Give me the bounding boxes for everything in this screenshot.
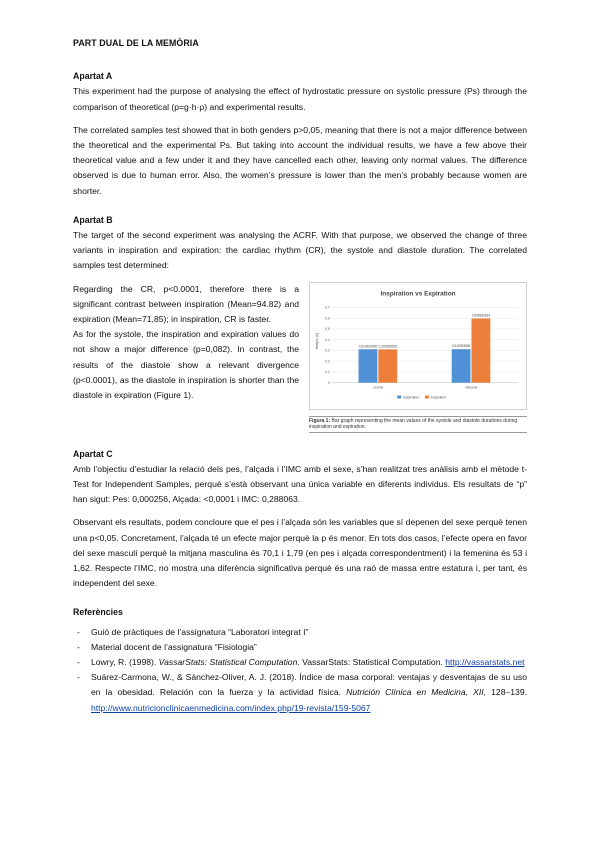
section-c-paragraph-2: Observant els resultats, podem concloure que el pes i l’alçada són les variables que sí depenen del sexe perquè tenen una p<0,05. Concretament, l’alçada té un efecte major perquè la p és menor. En tots dos casos, l’efecte opera en favor del sexe masculí perquè la mitjana masculina és 70,1 i 1,79 (en pes i alçada correspondentment) i la femenina és 53 i 1,62. Respecte l’IMC, no mostra una diferència significativa perquè és una raó de massa entre estatura i, per tant, és independent del sexe.: [73, 517, 527, 589]
section-a-title: Apartat A: [73, 71, 113, 82]
y-tick-label: 0,1: [324, 369, 330, 374]
reference-text: Guió de pràctiques de l’assignatura “Laboratori integrat I”: [91, 626, 309, 637]
y-tick-label: 0,2: [324, 359, 330, 364]
bar-data-label: 0,309268206: [378, 344, 397, 349]
reference-item: [73, 625, 527, 640]
bar-data-label: 0,310933506: [451, 343, 471, 348]
reference-title-italic: VassarStats: Statistical Computation: [158, 657, 298, 668]
caption-label: Figura 1:: [309, 417, 331, 424]
section-b-paragraph-3: As for the systole, the inspiration and expiration values do not show a major difference (p=0,082). In contrast, the results of the diastole show a relevant divergence (p<0.0001), as the diastole in inspiration is shorter than the diastole in expiration (Figure 1).: [73, 329, 299, 401]
bar-chart: [310, 283, 526, 409]
bar-data-label: 0,596342814: [471, 313, 491, 318]
reference-link[interactable]: http://vassarstats.net: [445, 657, 525, 668]
legend-swatch: [425, 395, 429, 398]
references-title: Referències: [73, 607, 123, 618]
chart-title: Inspiration vs Expiration: [380, 290, 456, 298]
bar-inspiration-0: [359, 349, 378, 382]
section-c-paragraph-1: Amb l’objectiu d’estudiar la relació dels pes, l’alçada i l’IMC amb el sexe, s’han realitzat tres anàlisis amb el mètode t-Test for Independent Samples, perquè s’està observant una única variable en diferents individus. Els resultats de “p” han sigut: Pes: 0,000256, Alçada: <0,0001 i IMC: 0,288063.: [73, 463, 527, 505]
figure-1-chart: [309, 282, 527, 410]
figure-1-caption: [309, 416, 527, 433]
references-list: [73, 625, 527, 716]
bar-expiration-1: [472, 318, 491, 382]
bar-expiration-0: [378, 349, 397, 382]
reference-journal-italic: Nutrición Clínica en Medicina, XII,: [346, 687, 487, 698]
chart-y-axis-label: temps (s): [313, 332, 319, 349]
reference-text: . VassarStats: Statistical Computation.: [297, 657, 443, 668]
reference-item: [73, 655, 527, 670]
section-a-paragraph-2: The correlated samples test showed that in both genders p>0,05, meaning that there is not a major difference between the theoretical and the experimental Ps. But taking into account the individual results, we have a few above their theoretical value and a few under it and they have cancelled each other, leaving only normal values. The difference observed is due to human error. Also, the women’s pressure is lower than the men’s probably because women are shorter.: [73, 124, 527, 196]
document-header: PART DUAL DE LA MEMÒRIA: [73, 38, 199, 48]
section-b-title: Apartat B: [73, 214, 113, 225]
bar-inspiration-1: [452, 349, 471, 382]
section-c-title: Apartat C: [73, 448, 113, 459]
section-b-paragraph-1: The target of the second experiment was analysing the ACRF. With that purpose, we observed the change of three variants in inspiration and expiration: the cardiac rhythm (CR), the systole and diastole duration. The correlated samples test determined:: [73, 230, 527, 271]
reference-text: 128–139.: [486, 687, 527, 698]
x-tick-label: sístole: [373, 385, 384, 390]
reference-link[interactable]: http://www.nutricionclinicaenmedicina.com/index.php/19-revista/159-5067: [91, 702, 371, 713]
bar-data-label: 0,310623506: [358, 343, 378, 348]
section-b-paragraph-2: Regarding the CR, p<0.0001, therefore there is a significant contrast between inspiration (Mean=94.82) and expiration (Mean=71,85); in inspiration, CR is faster.: [73, 283, 299, 325]
section-a-paragraph-1: This experiment had the purpose of analysing the effect of hydrostatic pressure on systolic pressure (Ps) through the comparison of theoretical (p=g·h·ρ) and experimental results.: [73, 86, 527, 112]
reference-text: Suárez-Carmona, W., & Sánchez-Oliver, A. J. (2018). Índice de masa corporal: ventajas y desventajas de su uso en la obesidad. Relación con la fuerza y la actividad física.: [91, 672, 527, 698]
reference-item: [73, 670, 527, 716]
y-tick-label: 0: [327, 380, 330, 385]
reference-text: Lowry, R. (1998).: [91, 657, 159, 668]
reference-item: [73, 640, 527, 655]
y-tick-label: 0,6: [324, 316, 330, 321]
y-tick-label: 0,5: [324, 326, 330, 331]
y-tick-label: 0,3: [324, 348, 330, 353]
x-tick-label: diàstole: [465, 385, 478, 390]
legend-swatch: [397, 395, 401, 398]
document-page: [73, 36, 527, 716]
caption-text: Bar graph representing the mean values of the systole and diastole durations during inspiration and expiration.: [309, 417, 518, 431]
legend-label: inspiration: [403, 395, 420, 400]
reference-text: Material docent de l’assignatura “Fisiologia”: [91, 641, 257, 652]
y-tick-label: 0,7: [324, 305, 330, 310]
y-tick-label: 0,4: [324, 337, 330, 342]
legend-label: expiration: [430, 395, 447, 400]
